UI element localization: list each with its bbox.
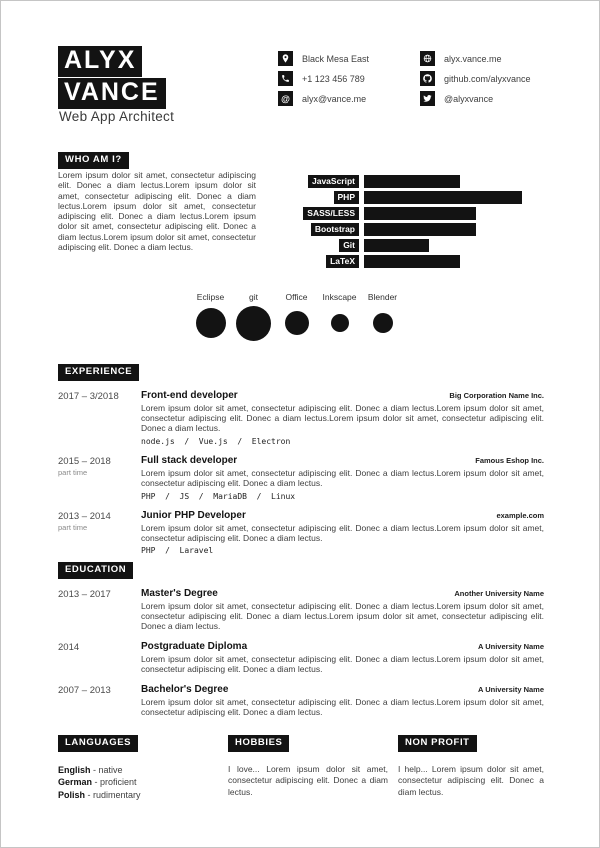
tool-circle	[373, 313, 393, 333]
entry-date: 2007 – 2013	[58, 684, 111, 696]
skill-label: Git	[339, 239, 359, 253]
education-section	[58, 559, 544, 726]
contact-github	[420, 71, 531, 86]
contact-column-left	[278, 51, 369, 111]
non-profit-section	[398, 732, 544, 801]
entry-university: Another University Name	[454, 588, 544, 598]
experience-entry	[58, 510, 544, 556]
experience-title: EXPERIENCE	[58, 364, 139, 381]
tool-item	[361, 291, 404, 343]
location-text: Black Mesa East	[302, 53, 370, 64]
tool-item	[232, 291, 275, 343]
experience-entry	[58, 455, 544, 501]
website-text[interactable]: alyx.vance.me	[444, 53, 502, 64]
tool-label: Office	[285, 292, 308, 302]
non-profit-text: I help... Lorem ipsum dolor sit amet, consectetur adipiscing elit. Donec a diam lectus.	[398, 763, 544, 797]
entry-description: Lorem ipsum dolor sit amet, consectetur adipiscing elit. Donec a diam lectus.Lorem ipsum dolor sit amet, consectetur adipiscing elit. Donec a diam lectus.	[141, 522, 544, 543]
skill-label: Bootstrap	[311, 223, 359, 237]
twitter-icon	[420, 91, 435, 106]
entry-date: 2013 – 2017	[58, 588, 111, 600]
email-text[interactable]: alyx@vance.me	[302, 93, 367, 104]
contact-phone	[278, 71, 369, 86]
entry-university: A University Name	[478, 684, 544, 694]
experience-entry	[58, 390, 544, 446]
tool-proficiency-circles	[189, 291, 404, 343]
tool-circle	[196, 308, 226, 338]
entry-description: Lorem ipsum dolor sit amet, consectetur adipiscing elit. Donec a diam lectus.Lorem ipsum dolor sit amet, consectetur adipiscing elit. Donec a diam lectus.Lorem ipsum dolor sit amet, consectetur adipiscing elit. Donec a diam lectus.	[141, 600, 544, 632]
skill-bar-fill	[364, 223, 476, 236]
tool-item	[318, 291, 361, 343]
who-am-i-title: WHO AM I?	[58, 152, 129, 169]
entry-tech-tags: node.js / Vue.js / Electron	[141, 436, 291, 446]
email-at-icon: @	[278, 91, 293, 106]
entry-company: example.com	[496, 510, 544, 520]
skill-bar-track	[364, 223, 522, 236]
skill-bar-fill	[364, 239, 429, 252]
contact-email	[278, 91, 369, 106]
who-am-i-section	[58, 149, 129, 169]
skill-bar-track	[364, 175, 522, 188]
hobbies-title: HOBBIES	[228, 735, 289, 752]
skill-bar-fill	[364, 207, 476, 220]
contact-twitter	[420, 91, 531, 106]
tool-label: Blender	[367, 292, 398, 302]
entry-description: Lorem ipsum dolor sit amet, consectetur adipiscing elit. Donec a diam lectus.Lorem ipsum dolor sit amet, consectetur adipiscing elit. Donec a diam lectus.	[141, 653, 544, 675]
skill-row	[281, 191, 522, 204]
skill-label: SASS/LESS	[303, 207, 359, 221]
skill-bar-fill	[364, 255, 460, 268]
contact-website	[420, 51, 531, 66]
github-icon	[420, 71, 435, 86]
phone-icon	[278, 71, 293, 86]
skill-label: PHP	[334, 191, 359, 205]
entry-note: part time	[58, 467, 88, 477]
entry-tech-tags: PHP / Laravel	[141, 546, 214, 556]
entry-university: A University Name	[478, 641, 544, 651]
who-am-i-text: Lorem ipsum dolor sit amet, consectetur adipiscing elit. Donec a diam lectus.Lorem ipsum dolor sit amet, consectetur adipiscing elit. Donec a diam lectus.Lorem ipsum dolor sit amet, consectetur adipiscing elit. Donec a diam lectus.Lorem ipsum dolor sit amet, consectetur adipiscing elit. Donec a diam lectus.Lorem ipsum dolor sit amet, consectetur adipiscing elit. Donec a diam lectus.	[58, 170, 256, 253]
phone-text: +1 123 456 789	[302, 73, 365, 84]
entry-company: Big Corporation Name Inc.	[449, 390, 544, 400]
entry-job-title: Junior PHP Developer	[141, 509, 246, 521]
entry-date: 2013 – 2014	[58, 510, 111, 522]
entry-job-title: Full stack developer	[141, 454, 238, 466]
skill-row	[281, 223, 522, 236]
skill-label: JavaScript	[308, 175, 359, 189]
hobbies-section	[228, 732, 398, 801]
entry-company: Famous Eshop Inc.	[475, 455, 544, 465]
entry-description: Lorem ipsum dolor sit amet, consectetur adipiscing elit. Donec a diam lectus.Lorem ipsum dolor sit amet, consectetur adipiscing elit. Donec a diam lectus.	[141, 467, 544, 489]
footer-columns	[58, 732, 558, 801]
tool-label: Eclipse	[196, 292, 225, 302]
language-item: English - native	[58, 764, 123, 775]
skill-bar-fill	[364, 191, 522, 204]
entry-tech-tags: PHP / JS / MariaDB / Linux	[141, 491, 296, 501]
language-item: German - proficient	[58, 777, 137, 787]
skill-bar-track	[364, 255, 522, 268]
globe-icon	[420, 51, 435, 66]
hobbies-text: I love... Lorem ipsum dolor sit amet, consectetur adipiscing elit. Donec a diam lectus.	[228, 763, 388, 797]
skill-row	[281, 175, 522, 188]
entry-degree: Postgraduate Diploma	[141, 640, 248, 652]
skill-bar-track	[364, 239, 522, 252]
first-name: ALYX	[58, 46, 142, 77]
entry-description: Lorem ipsum dolor sit amet, consectetur adipiscing elit. Donec a diam lectus.Lorem ipsum dolor sit amet, consectetur adipiscing elit. Donec a diam lectus.Lorem ipsum dolor sit amet, consectetur adipiscing elit. Donec a diam lectus.	[141, 402, 544, 434]
job-title: Web App Architect	[59, 109, 175, 124]
twitter-text[interactable]: @alyxvance	[444, 93, 494, 104]
skill-label: LaTeX	[326, 255, 359, 269]
experience-section	[58, 361, 544, 564]
education-title: EDUCATION	[58, 562, 133, 579]
tool-label: git	[249, 292, 258, 302]
entry-job-title: Front-end developer	[141, 389, 238, 401]
tool-circle	[285, 311, 309, 335]
github-text[interactable]: github.com/alyxvance	[444, 73, 531, 84]
entry-note: part time	[58, 522, 88, 532]
contact-location	[278, 51, 369, 66]
entry-date: 2017 – 3/2018	[58, 390, 119, 402]
skill-row	[281, 239, 522, 252]
skill-bars	[281, 175, 522, 271]
education-entry	[58, 588, 544, 632]
entry-degree: Master's Degree	[141, 587, 218, 599]
entry-date: 2015 – 2018	[58, 455, 111, 467]
last-name: VANCE	[58, 78, 166, 109]
skill-bar-fill	[364, 175, 460, 188]
skill-bar-track	[364, 207, 522, 220]
languages-title: LANGUAGES	[58, 735, 138, 752]
skill-row	[281, 207, 522, 220]
education-entry	[58, 641, 544, 675]
tool-item	[275, 291, 318, 343]
contact-column-right	[420, 51, 531, 111]
skill-bar-track	[364, 191, 522, 204]
skill-row	[281, 255, 522, 268]
entry-description: Lorem ipsum dolor sit amet, consectetur adipiscing elit. Donec a diam lectus.Lorem ipsum dolor sit amet, consectetur adipiscing elit. Donec a diam lectus.	[141, 696, 544, 717]
tool-item	[189, 291, 232, 343]
language-item: Polish - rudimentary	[58, 789, 141, 800]
entry-date: 2014	[58, 641, 80, 653]
languages-section	[58, 732, 228, 801]
entry-degree: Bachelor's Degree	[141, 683, 229, 695]
location-icon	[278, 51, 293, 66]
tool-label: Inkscape	[322, 292, 357, 302]
name-block	[58, 46, 166, 109]
tool-circle	[236, 306, 271, 341]
non-profit-title: NON PROFIT	[398, 735, 477, 752]
tool-circle	[331, 314, 349, 332]
education-entry	[58, 684, 544, 718]
